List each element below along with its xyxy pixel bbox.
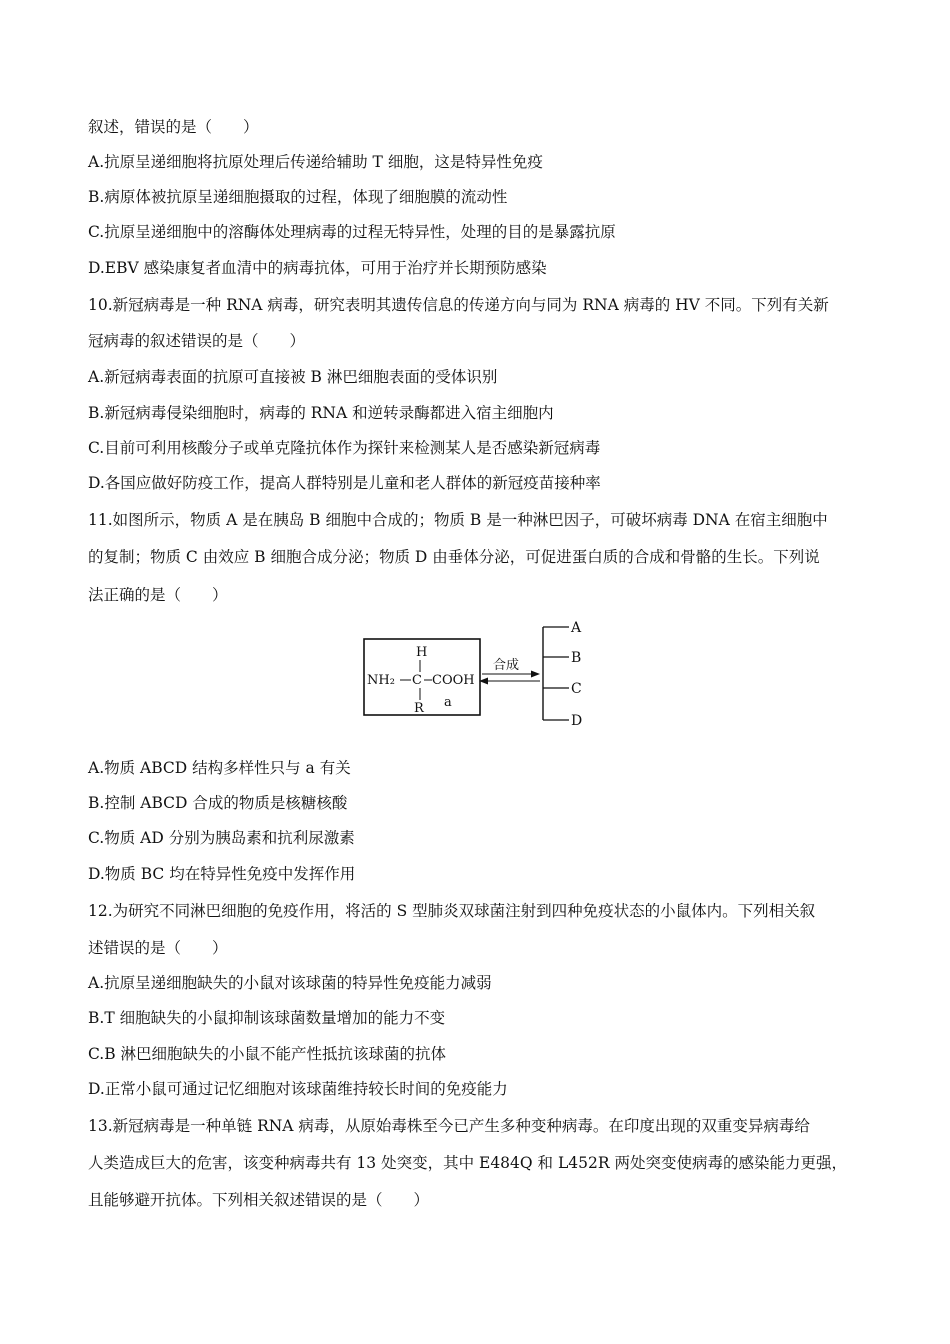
synthesis-label: 合成 [493, 658, 520, 673]
output-d-label: D [571, 713, 583, 729]
text-line: C.目前可利用核酸分子或单克隆抗体作为探针来检测某人是否感染新冠病毒 [88, 439, 601, 457]
text-line: B.控制 ABCD 合成的物质是核糖核酸 [88, 794, 348, 812]
text-line: 11.如图所示，物质 A 是在胰岛 B 细胞中合成的；物质 B 是一种淋巴因子，可破坏病毒 DNA 在宿主细胞中 [88, 511, 828, 529]
output-c-label: C [571, 681, 582, 697]
diagram-svg [362, 615, 602, 735]
text-line: 且能够避开抗体。下列相关叙述错误的是（ ） [88, 1191, 430, 1209]
text-line: 10.新冠病毒是一种 RNA 病毒，研究表明其遗传信息的传递方向与同为 RNA 病毒的 HV 不同。下列有关新 [88, 296, 829, 314]
text-line: D.物质 BC 均在特异性免疫中发挥作用 [88, 865, 356, 883]
carbon-label: C [412, 673, 422, 688]
nh2-label: NH₂ [367, 673, 395, 688]
text-line: 法正确的是（ ） [88, 586, 228, 604]
text-line: 13.新冠病毒是一种单链 RNA 病毒，从原始毒株至今已产生多种变种病毒。在印度出现的双重变异病毒给 [88, 1117, 810, 1135]
text-line: 叙述，错误的是（ ） [88, 118, 259, 136]
text-line: 的复制；物质 C 由效应 B 细胞合成分泌；物质 D 由垂体分泌，可促进蛋白质的合成和骨骼的生长。下列说 [88, 548, 820, 566]
output-b-label: B [571, 650, 582, 666]
text-line: A.物质 ABCD 结构多样性只与 a 有关 [88, 759, 351, 777]
text-line: B.T 细胞缺失的小鼠抑制该球菌数量增加的能力不变 [88, 1009, 446, 1027]
text-line: C.物质 AD 分别为胰岛素和抗利尿激素 [88, 829, 355, 847]
text-line: 述错误的是（ ） [88, 939, 228, 957]
text-line: A.抗原呈递细胞缺失的小鼠对该球菌的特异性免疫能力减弱 [88, 974, 492, 992]
text-line: A.抗原呈递细胞将抗原处理后传递给辅助 T 细胞，这是特异性免疫 [88, 153, 543, 171]
text-line: B.新冠病毒侵染细胞时，病毒的 RNA 和逆转录酶都进入宿主细胞内 [88, 404, 554, 422]
text-line: 冠病毒的叙述错误的是（ ） [88, 332, 306, 350]
amino-acid-diagram [362, 615, 602, 735]
a-label: a [444, 695, 452, 710]
text-line: D.各国应做好防疫工作，提高人群特别是儿童和老人群体的新冠疫苗接种率 [88, 474, 601, 492]
text-line: C.抗原呈递细胞中的溶酶体处理病毒的过程无特异性，处理的目的是暴露抗原 [88, 223, 616, 241]
text-line: D.EBV 感染康复者血清中的病毒抗体，可用于治疗并长期预防感染 [88, 259, 547, 277]
text-line: A.新冠病毒表面的抗原可直接被 B 淋巴细胞表面的受体识别 [88, 368, 498, 386]
text-line: B.病原体被抗原呈递细胞摄取的过程，体现了细胞膜的流动性 [88, 188, 508, 206]
h-label: H [416, 645, 428, 660]
r-label: R [414, 701, 424, 716]
output-a-label: A [571, 620, 582, 636]
text-line: 人类造成巨大的危害，该变种病毒共有 13 处突变，其中 E484Q 和 L452R 两处突变使病毒的感染能力更强， [88, 1154, 847, 1172]
forward-arrowhead [531, 671, 540, 678]
text-line: D.正常小鼠可通过记忆细胞对该球菌维持较长时间的免疫能力 [88, 1080, 508, 1098]
text-line: 12.为研究不同淋巴细胞的免疫作用，将活的 S 型肺炎双球菌注射到四种免疫状态的小鼠体内。下列相关叙 [88, 902, 816, 920]
text-line: C.B 淋巴细胞缺失的小鼠不能产性抵抗该球菌的抗体 [88, 1045, 447, 1063]
cooh-label: COOH [432, 673, 475, 688]
